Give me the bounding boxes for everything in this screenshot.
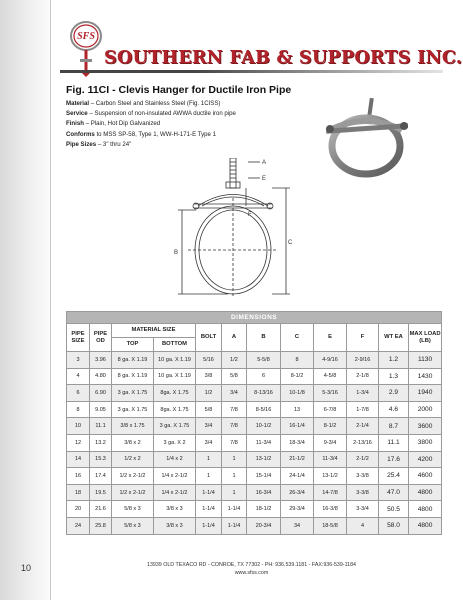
company-logo (66, 19, 106, 77)
table-row (67, 368, 442, 385)
table-cell: 2-1/8 (347, 368, 379, 385)
table-cell: 25.4 (379, 468, 409, 485)
table-cell: 1-7/8 (347, 401, 379, 418)
table-cell: 14-7/8 (314, 484, 347, 501)
table-cell: 1 (222, 484, 247, 501)
table-cell: 8 (281, 352, 314, 369)
header-material-size: MATERIAL SIZE (112, 324, 196, 338)
footer-address: 13939 OLD TEXACO RD - CONROE, TX 77302 - PH: 936.539.1181 - FAX:936-539-1184 (147, 562, 356, 568)
table-cell: 4.6 (379, 401, 409, 418)
table-cell: 8-1/2 (281, 368, 314, 385)
table-cell: 4-5/8 (314, 368, 347, 385)
table-cell: 11.1 (379, 434, 409, 451)
table-cell: 2-9/16 (347, 352, 379, 369)
header-f: F (347, 324, 379, 352)
table-cell: 1 (196, 468, 222, 485)
table-cell: 8 ga. X 1.19 (112, 368, 154, 385)
table-cell: 1-1/4 (222, 501, 247, 518)
table-cell: 3/8 x 2 (112, 434, 154, 451)
table-cell: 13-1/2 (247, 451, 281, 468)
header-bottom: BOTTOM (154, 338, 196, 352)
table-cell: 3/8 x 1.75 (112, 418, 154, 435)
dimensions-table-wrap (66, 311, 441, 535)
table-cell: 3/8 x 3 (154, 517, 196, 534)
product-photo (306, 96, 426, 178)
header-bolt: BOLT (196, 324, 222, 352)
left-bar-divider (50, 0, 51, 600)
table-cell: 5/8 x 3 (112, 501, 154, 518)
company-name: SOUTHERN FAB & SUPPORTS INC. (104, 48, 463, 68)
table-cell: 6 (67, 385, 90, 402)
left-gradient-bar (0, 0, 50, 600)
table-cell: 2-1/4 (347, 418, 379, 435)
table-row (67, 484, 442, 501)
table-cell: 3 ga. X 1.75 (154, 418, 196, 435)
table-cell: 21-1/2 (281, 451, 314, 468)
table-cell: 5/16 (196, 352, 222, 369)
table-cell: 4800 (409, 484, 442, 501)
table-cell: 5-3/16 (314, 385, 347, 402)
table-cell: 15.3 (90, 451, 112, 468)
table-cell: 3-3/8 (347, 468, 379, 485)
table-cell: 11-3/4 (247, 434, 281, 451)
table-cell: 26-3/4 (281, 484, 314, 501)
table-cell: 3 ga. X 1.75 (112, 401, 154, 418)
table-cell: 4800 (409, 517, 442, 534)
table-cell: 12 (67, 434, 90, 451)
table-cell: 6.90 (90, 385, 112, 402)
table-cell: 2000 (409, 401, 442, 418)
page-number: 10 (21, 563, 32, 573)
table-cell: 5/8 (196, 401, 222, 418)
table-cell: 16-3/8 (314, 501, 347, 518)
table-cell: 10-1/2 (247, 418, 281, 435)
table-cell: 11-3/4 (314, 451, 347, 468)
table-cell: 1-3/4 (347, 385, 379, 402)
spec-material: Material – Carbon Steel and Stainless Steel (Fig. 1CISS) (66, 100, 221, 107)
table-cell: 8-5/16 (247, 401, 281, 418)
table-cell: 1 (222, 468, 247, 485)
table-cell: 1 (222, 451, 247, 468)
header-max-load: MAX LOAD (LB) (409, 324, 442, 352)
dimensions-table-body (67, 352, 442, 535)
table-cell: 3/4 (196, 434, 222, 451)
table-cell: 10 (67, 418, 90, 435)
table-cell: 13.2 (90, 434, 112, 451)
table-cell: 3-3/8 (347, 484, 379, 501)
table-cell: 5/8 x 3 (112, 517, 154, 534)
table-cell: 1 (196, 451, 222, 468)
table-cell: 3 ga. X 1.75 (112, 385, 154, 402)
table-row (67, 385, 442, 402)
table-cell: 11.1 (90, 418, 112, 435)
table-cell: 3 ga. X 2 (154, 434, 196, 451)
table-cell: 25.8 (90, 517, 112, 534)
header-rule (60, 70, 443, 73)
table-cell: 8-1/2 (314, 418, 347, 435)
table-cell: 17.6 (379, 451, 409, 468)
table-cell: 2-1/2 (347, 451, 379, 468)
table-cell: 1-1/4 (196, 484, 222, 501)
spec-service: Service – Suspension of non-insulated AWWA ductile iron pipe (66, 110, 236, 118)
table-cell: 4.80 (90, 368, 112, 385)
header-e: E (314, 324, 347, 352)
table-cell: 6-7/8 (314, 401, 347, 418)
table-row (67, 517, 442, 534)
table-cell: 9-3/4 (314, 434, 347, 451)
technical-drawing (168, 158, 308, 308)
table-cell: 1430 (409, 368, 442, 385)
header-a: A (222, 324, 247, 352)
table-cell: 9.05 (90, 401, 112, 418)
table-cell: 1/2 x 2 (112, 451, 154, 468)
drawing-label-b: B (174, 250, 179, 256)
footer-website: www.sfss.com (234, 570, 269, 576)
logo-lettering: SFS (77, 31, 95, 42)
table-cell: 14 (67, 451, 90, 468)
table-cell: 21.6 (90, 501, 112, 518)
table-cell: 1130 (409, 352, 442, 369)
table-cell: 18-1/2 (247, 501, 281, 518)
table-cell: 1/2 x 2-1/2 (112, 468, 154, 485)
table-cell: 8.7 (379, 418, 409, 435)
table-cell: 3/8 x 3 (154, 501, 196, 518)
table-cell: 1940 (409, 385, 442, 402)
table-cell: 10 ga. X 1.19 (154, 368, 196, 385)
table-cell: 3800 (409, 434, 442, 451)
table-cell: 4200 (409, 451, 442, 468)
table-row (67, 401, 442, 418)
table-cell: 8ga. X 1.75 (154, 401, 196, 418)
table-cell: 16 (67, 468, 90, 485)
table-cell: 58.0 (379, 517, 409, 534)
header-pipe-size: PIPE SIZE (67, 324, 90, 352)
table-cell: 8ga. X 1.75 (154, 385, 196, 402)
table-cell: 16-3/4 (247, 484, 281, 501)
table-cell: 1.3 (379, 368, 409, 385)
spec-conforms: Conforms to MSS SP-58, Type 1, WW-H-171-E Type 1 (66, 130, 217, 138)
table-cell: 13 (281, 401, 314, 418)
product-title: Fig. 11CI - Clevis Hanger for Ductile Iron Pipe (66, 84, 292, 96)
header-top: TOP (112, 338, 154, 352)
table-cell: 3/8 (196, 368, 222, 385)
header-c: C (281, 324, 314, 352)
table-cell: 4600 (409, 468, 442, 485)
table-cell: 18 (67, 484, 90, 501)
header-b: B (247, 324, 281, 352)
spec-finish: Finish – Plain, Hot Dip Galvanized (66, 120, 161, 128)
table-cell: 6 (247, 368, 281, 385)
table-cell: 4 (67, 368, 90, 385)
drawing-label-c: C (288, 240, 293, 246)
table-cell: 15-1/4 (247, 468, 281, 485)
table-cell: 1.2 (379, 352, 409, 369)
header-wt: WT EA (379, 324, 409, 352)
table-cell: 4-9/16 (314, 352, 347, 369)
table-cell: 3/4 (222, 385, 247, 402)
table-cell: 7/8 (222, 418, 247, 435)
table-cell: 1-1/4 (222, 517, 247, 534)
table-cell: 2-13/16 (347, 434, 379, 451)
table-cell: 18-5/8 (314, 517, 347, 534)
table-cell: 10-1/8 (281, 385, 314, 402)
spec-pipe-sizes: Pipe Sizes – 3" thru 24" (66, 140, 132, 148)
table-row (67, 468, 442, 485)
table-cell: 47.0 (379, 484, 409, 501)
table-cell: 7/8 (222, 434, 247, 451)
table-cell: 3-3/4 (347, 501, 379, 518)
table-cell: 2.9 (379, 385, 409, 402)
footer (60, 561, 443, 577)
table-cell: 3 (67, 352, 90, 369)
table-cell: 1/2 (196, 385, 222, 402)
table-row (67, 352, 442, 369)
table-cell: 20-3/4 (247, 517, 281, 534)
table-row (67, 418, 442, 435)
header-pipe-od: PIPE OD (90, 324, 112, 352)
table-cell: 1/2 x 2-1/2 (112, 484, 154, 501)
table-row (67, 451, 442, 468)
table-cell: 3.96 (90, 352, 112, 369)
table-row (67, 501, 442, 518)
table-cell: 50.5 (379, 501, 409, 518)
drawing-label-e: E (262, 176, 267, 182)
table-cell: 4 (347, 517, 379, 534)
table-cell: 24 (67, 517, 90, 534)
table-row (67, 434, 442, 451)
table-cell: 29-3/4 (281, 501, 314, 518)
dimensions-table (66, 311, 442, 535)
table-cell: 1/4 x 2 (154, 451, 196, 468)
table-cell: 10 ga. X 1.19 (154, 352, 196, 369)
table-cell: 1-1/4 (196, 501, 222, 518)
drawing-label-a: A (262, 160, 267, 166)
table-cell: 3600 (409, 418, 442, 435)
table-cell: 20 (67, 501, 90, 518)
table-cell: 8 ga. X 1.19 (112, 352, 154, 369)
table-cell: 5/8 (222, 368, 247, 385)
drawing-label-f: F (248, 212, 252, 218)
table-cell: 1-1/4 (196, 517, 222, 534)
table-cell: 24-1/4 (281, 468, 314, 485)
table-cell: 1/2 (222, 352, 247, 369)
table-cell: 16-1/4 (281, 418, 314, 435)
table-cell: 7/8 (222, 401, 247, 418)
table-cell: 8-13/16 (247, 385, 281, 402)
table-cell: 3/4 (196, 418, 222, 435)
table-cell: 1/4 x 2-1/2 (154, 484, 196, 501)
table-cell: 1/4 x 2-1/2 (154, 468, 196, 485)
table-caption: DIMENSIONS (67, 312, 442, 324)
table-cell: 4800 (409, 501, 442, 518)
table-cell: 17.4 (90, 468, 112, 485)
table-cell: 19.5 (90, 484, 112, 501)
table-cell: 34 (281, 517, 314, 534)
table-cell: 18-3/4 (281, 434, 314, 451)
table-cell: 13-1/2 (314, 468, 347, 485)
table-cell: 5-5/8 (247, 352, 281, 369)
table-cell: 8 (67, 401, 90, 418)
